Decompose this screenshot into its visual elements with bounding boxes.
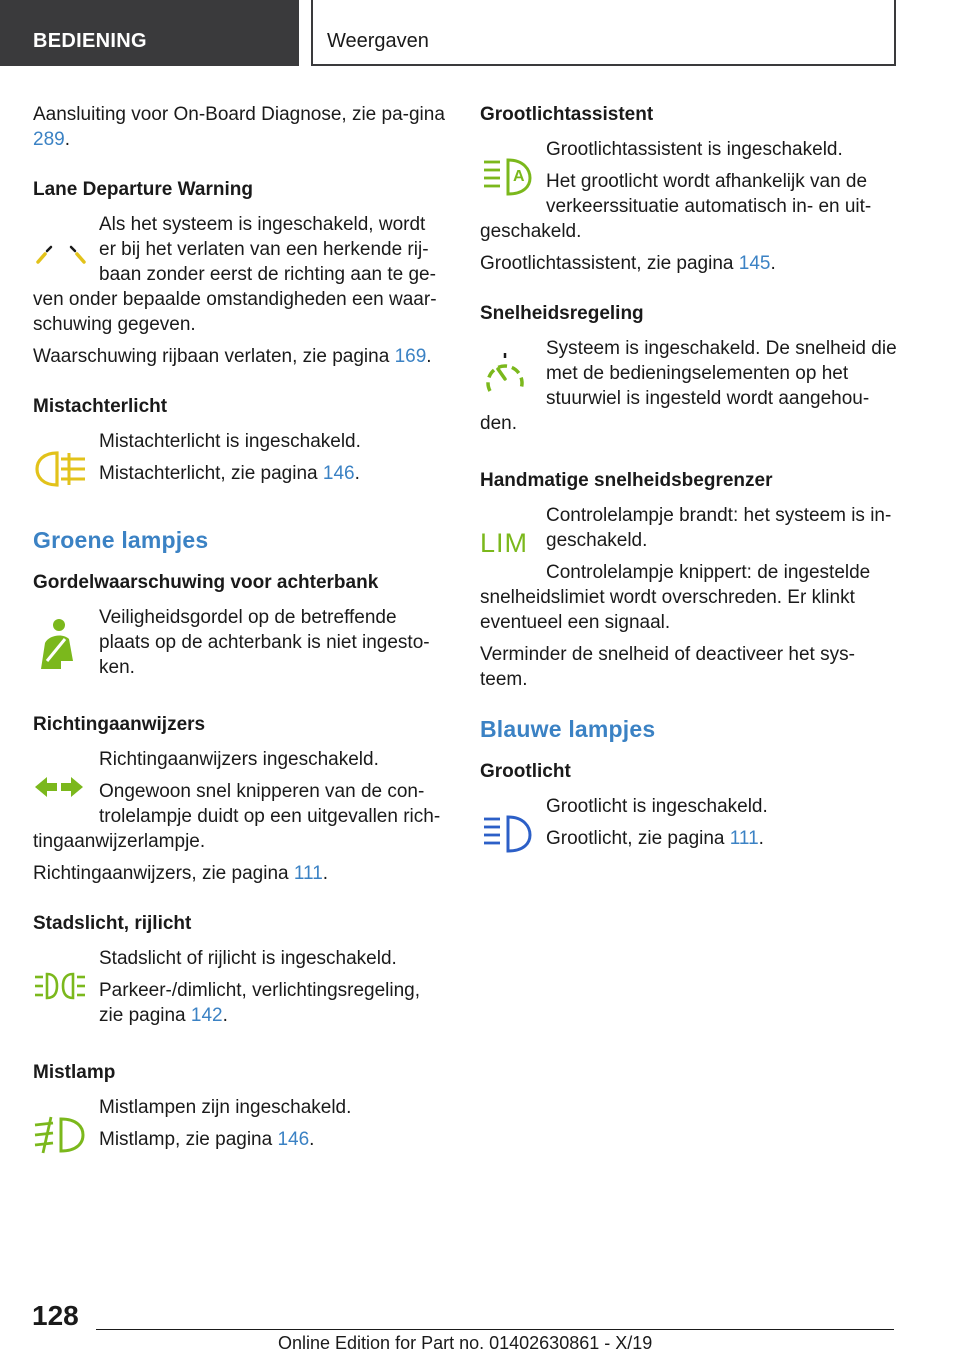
speed-limiter-icon (480, 513, 540, 573)
lane-departure-icon (33, 222, 93, 282)
entry-parking-light (33, 946, 445, 1035)
entry-rear-fog (33, 429, 445, 503)
entry-speed-limiter (480, 503, 898, 642)
heading-seatbelt: Gordelwaarschuwing voor achterbank (33, 572, 379, 593)
page-number: 128 (32, 1300, 79, 1331)
high-beam-text-1: Grootlicht is ingeschakeld. (546, 796, 768, 817)
edition-text: Online Edition for Part no. 01402630861 - X/19 (278, 1333, 653, 1353)
page-footer (0, 1290, 960, 1362)
page-link-111-beam[interactable]: 111 (729, 828, 759, 849)
lane-departure-text: Als het systeem is ingeschakeld, wordt er bij het verlaten van een herkende rij-baan zonder eerst de richting aan te ge-ven onder bepaalde omstandigheden een waar-schuwing gegeven. (33, 214, 437, 335)
page-link-146-fog[interactable]: 146 (277, 1129, 310, 1150)
right-column (480, 102, 898, 868)
parking-text-1: Stadslicht of rijlicht is ingeschakeld. (99, 948, 397, 969)
heading-green-lamps: Groene lampjes (33, 527, 209, 553)
parking-light-icon (33, 956, 93, 1016)
heading-blue-lamps: Blauwe lampjes (480, 716, 656, 742)
cruise-control-icon (480, 346, 540, 406)
high-beam-icon (480, 804, 540, 864)
page-link-289[interactable]: 289 (33, 129, 65, 150)
entry-cruise-control (480, 336, 898, 443)
seatbelt-warning-icon (33, 615, 93, 675)
turn-signal-arrows-icon (33, 757, 93, 817)
entry-fog-lamp (33, 1095, 445, 1169)
page-header (0, 0, 960, 66)
fog-text-1: Mistlampen zijn ingeschakeld. (99, 1097, 352, 1118)
left-column (33, 102, 445, 1169)
section-label: BEDIENING (33, 30, 147, 52)
rear-fog-ref: Mistachterlicht, zie pagina 146. (99, 463, 360, 484)
entry-high-beam-assistant (480, 137, 898, 251)
limiter-text-3: Verminder de snelheid of deactiveer het sys-teem. (480, 644, 855, 690)
obd-paragraph: Aansluiting voor On-Board Diagnose, zie pa-gina 289. (33, 104, 445, 150)
heading-fog-lamp: Mistlamp (33, 1062, 116, 1083)
chapter-box (311, 0, 896, 66)
cruise-text: Systeem is ingeschakeld. De snelheid die met de bedieningselementen op het stuurwiel is ingesteld wordt aangehou-den. (480, 338, 897, 434)
turn-ref: Richtingaanwijzers, zie pagina 111. (33, 863, 329, 884)
hba-ref: Grootlichtassistent, zie pagina 145. (480, 253, 776, 274)
heading-turn-signals: Richtingaanwijzers (33, 714, 206, 735)
page-link-142[interactable]: 142 (190, 1005, 223, 1026)
heading-high-beam: Grootlicht (480, 761, 571, 782)
seatbelt-text: Veiligheidsgordel op de betreffende plaats op de achterbank is niet ingesto-ken. (99, 607, 430, 678)
limiter-text-2: Controlelampje knippert: de ingestelde snelheidslimiet wordt overschreden. Er klinkt eventueel een signaal. (480, 562, 871, 633)
rear-fog-light-icon (33, 439, 93, 499)
heading-cruise-control: Snelheidsregeling (480, 303, 644, 324)
entry-lane-departure (33, 212, 445, 344)
limiter-text-1: Controlelampje brandt: het systeem is in-geschakeld. (546, 505, 892, 551)
turn-text-2: Ongewoon snel knipperen van de con-trolelampje duidt op een uitgevallen rich-tingaanwijzerlampje. (33, 781, 441, 852)
fog-ref: Mistlamp, zie pagina 146. (99, 1129, 315, 1150)
entry-turn-signals (33, 747, 445, 861)
page-link-145[interactable]: 145 (738, 253, 771, 274)
heading-rear-fog: Mistachterlicht (33, 396, 168, 417)
entry-high-beam (480, 794, 898, 868)
heading-parking-light: Stadslicht, rijlicht (33, 913, 192, 934)
page-link-111-turn[interactable]: 111 (293, 863, 323, 884)
svg-text:A: A (513, 168, 525, 185)
turn-text-1: Richtingaanwijzers ingeschakeld. (99, 749, 379, 770)
high-beam-assistant-icon (480, 147, 540, 207)
rear-fog-text: Mistachterlicht is ingeschakeld. (99, 431, 361, 452)
heading-high-beam-assistant: Grootlichtassistent (480, 104, 654, 125)
lane-departure-ref: Waarschuwing rijbaan verlaten, zie pagina 169. (33, 346, 432, 367)
page-link-169[interactable]: 169 (394, 346, 427, 367)
high-beam-ref: Grootlicht, zie pagina 111. (546, 828, 764, 849)
speed-limiter-icon-label: LIM (480, 527, 529, 558)
hba-text-1: Grootlichtassistent is ingeschakeld. (546, 139, 843, 160)
section-tab (0, 0, 299, 66)
heading-speed-limiter: Handmatige snelheidsbegrenzer (480, 470, 773, 491)
footer-divider (96, 1329, 894, 1330)
heading-lane-departure: Lane Departure Warning (33, 179, 253, 200)
front-fog-light-icon (33, 1105, 93, 1165)
page-link-146-rear[interactable]: 146 (322, 463, 355, 484)
chapter-title: Weergaven (327, 30, 429, 52)
parking-text-2: Parkeer-/dimlicht, verlichtingsregeling, zie pagina 142. (99, 980, 421, 1026)
entry-seatbelt (33, 605, 445, 687)
hba-text-2: Het grootlicht wordt afhankelijk van de verkeerssituatie automatisch in- en uit-geschakeld. (480, 171, 872, 242)
